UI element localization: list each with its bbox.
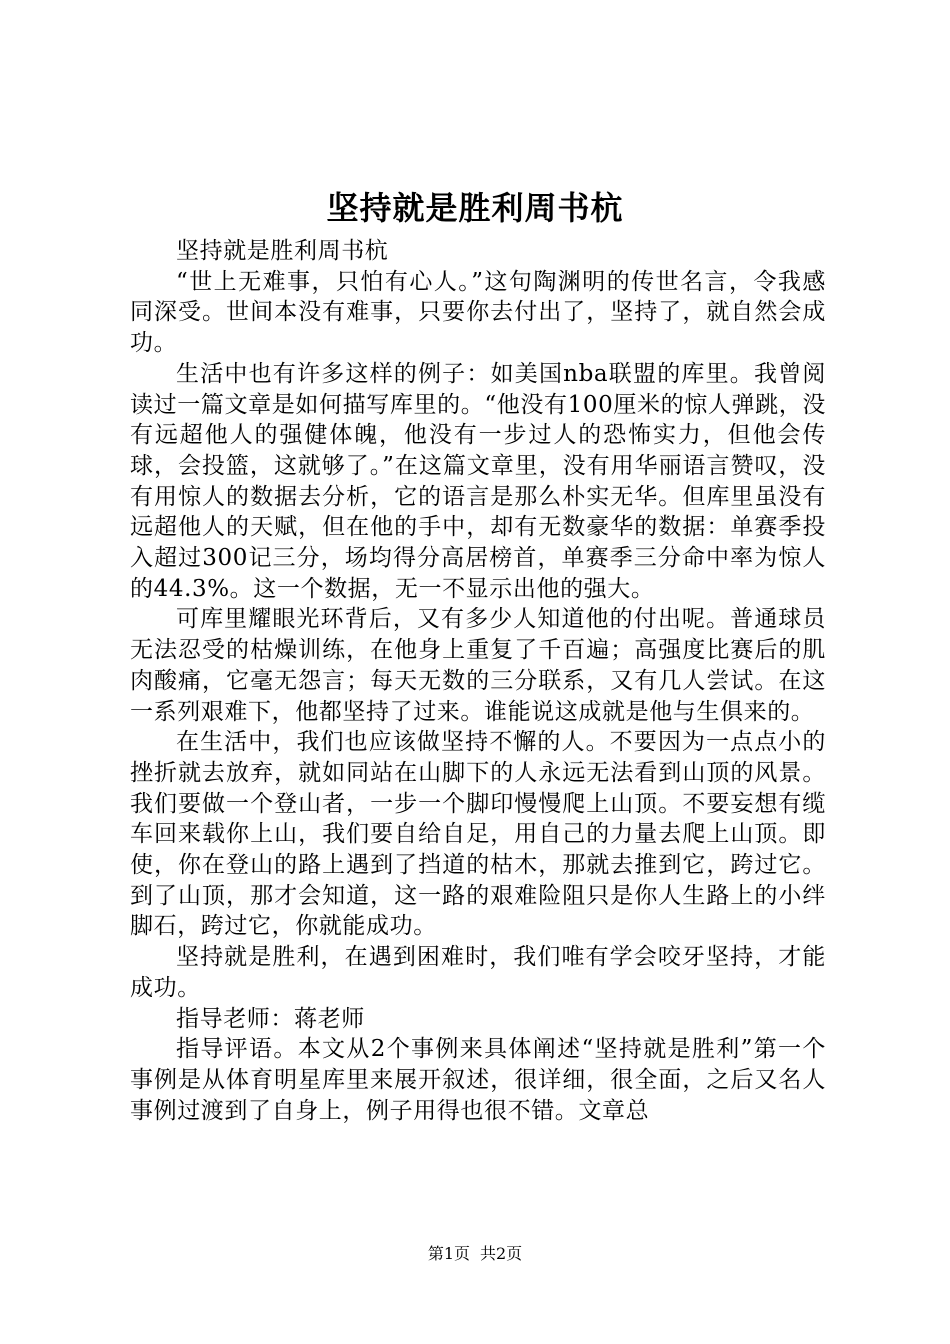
paragraph-comment: 指导评语。本文从2个事例来具体阐述“坚持就是胜利”第一个事例是从体育明星库里来展开叙述，很详细，很全面，之后又名人事例过渡到了自身上，例子用得也很不错。文章总 — [130, 1036, 826, 1124]
page-footer — [0, 1242, 950, 1266]
page-total: 共2页 — [480, 1244, 523, 1263]
paragraph-intro: “世上无难事，只怕有心人。”这句陶渊明的传世名言，令我感同深受。世间本没有难事，只要你去付出了，坚持了，就自然会成功。 — [130, 268, 826, 357]
page-number: 第1页 — [427, 1244, 470, 1263]
paragraph-teacher: 指导老师：蒋老师 — [176, 1005, 365, 1032]
document-title: 坚持就是胜利周书杭 — [326, 189, 624, 227]
paragraph-example: 生活中也有许多这样的例子：如美国nba联盟的库里。我曾阅读过一篇文章是如何描写库里的。“他没有100厘米的惊人弹跳，没有远超他人的强健体魄，他没有一步过人的恐怖实力，但他会传球，会投篮，这就够了。”在这篇文章里，没有用华丽语言赞叹，没有用惊人的数据去分析，它的语言是那么朴实无华。但库里虽没有远超他人的天赋，但在他的手中，却有无数豪华的数据：单赛季投入超过300记三分，场均得分高居榜首，单赛季三分命中率为惊人的44.3%。这一个数据，无一不显示出他的强大。 — [130, 360, 826, 602]
paragraph-life: 在生活中，我们也应该做坚持不懈的人。不要因为一点点小的挫折就去放弃，就如同站在山脚下的人永远无法看到山顶的风景。我们要做一个登山者，一步一个脚印慢慢爬上山顶。不要妄想有缆车回来载你上山，我们要自给自足，用自己的力量去爬上山顶。即使，你在登山的路上遇到了挡道的枯木，那就去推到它，跨过它。到了山顶，那才会知道，这一路的艰难险阻只是你人生路上的小绊脚石，跨过它，你就能成功。 — [130, 729, 826, 940]
paragraph-conclusion: 坚持就是胜利，在遇到困难时，我们唯有学会咬牙坚持，才能成功。 — [130, 944, 826, 1001]
paragraph-subtitle: 坚持就是胜利周书杭 — [176, 238, 389, 264]
document-body — [130, 236, 826, 1126]
paragraph-effort: 可库里耀眼光环背后，又有多少人知道他的付出呢。普通球员无法忍受的枯燥训练，在他身上重复了千百遍；高强度比赛后的肌肉酸痛，它毫无怨言；每天无数的三分联系，又有几人尝试。在这一系列艰难下，他都坚持了过来。谁能说这成就是他与生俱来的。 — [130, 606, 826, 725]
